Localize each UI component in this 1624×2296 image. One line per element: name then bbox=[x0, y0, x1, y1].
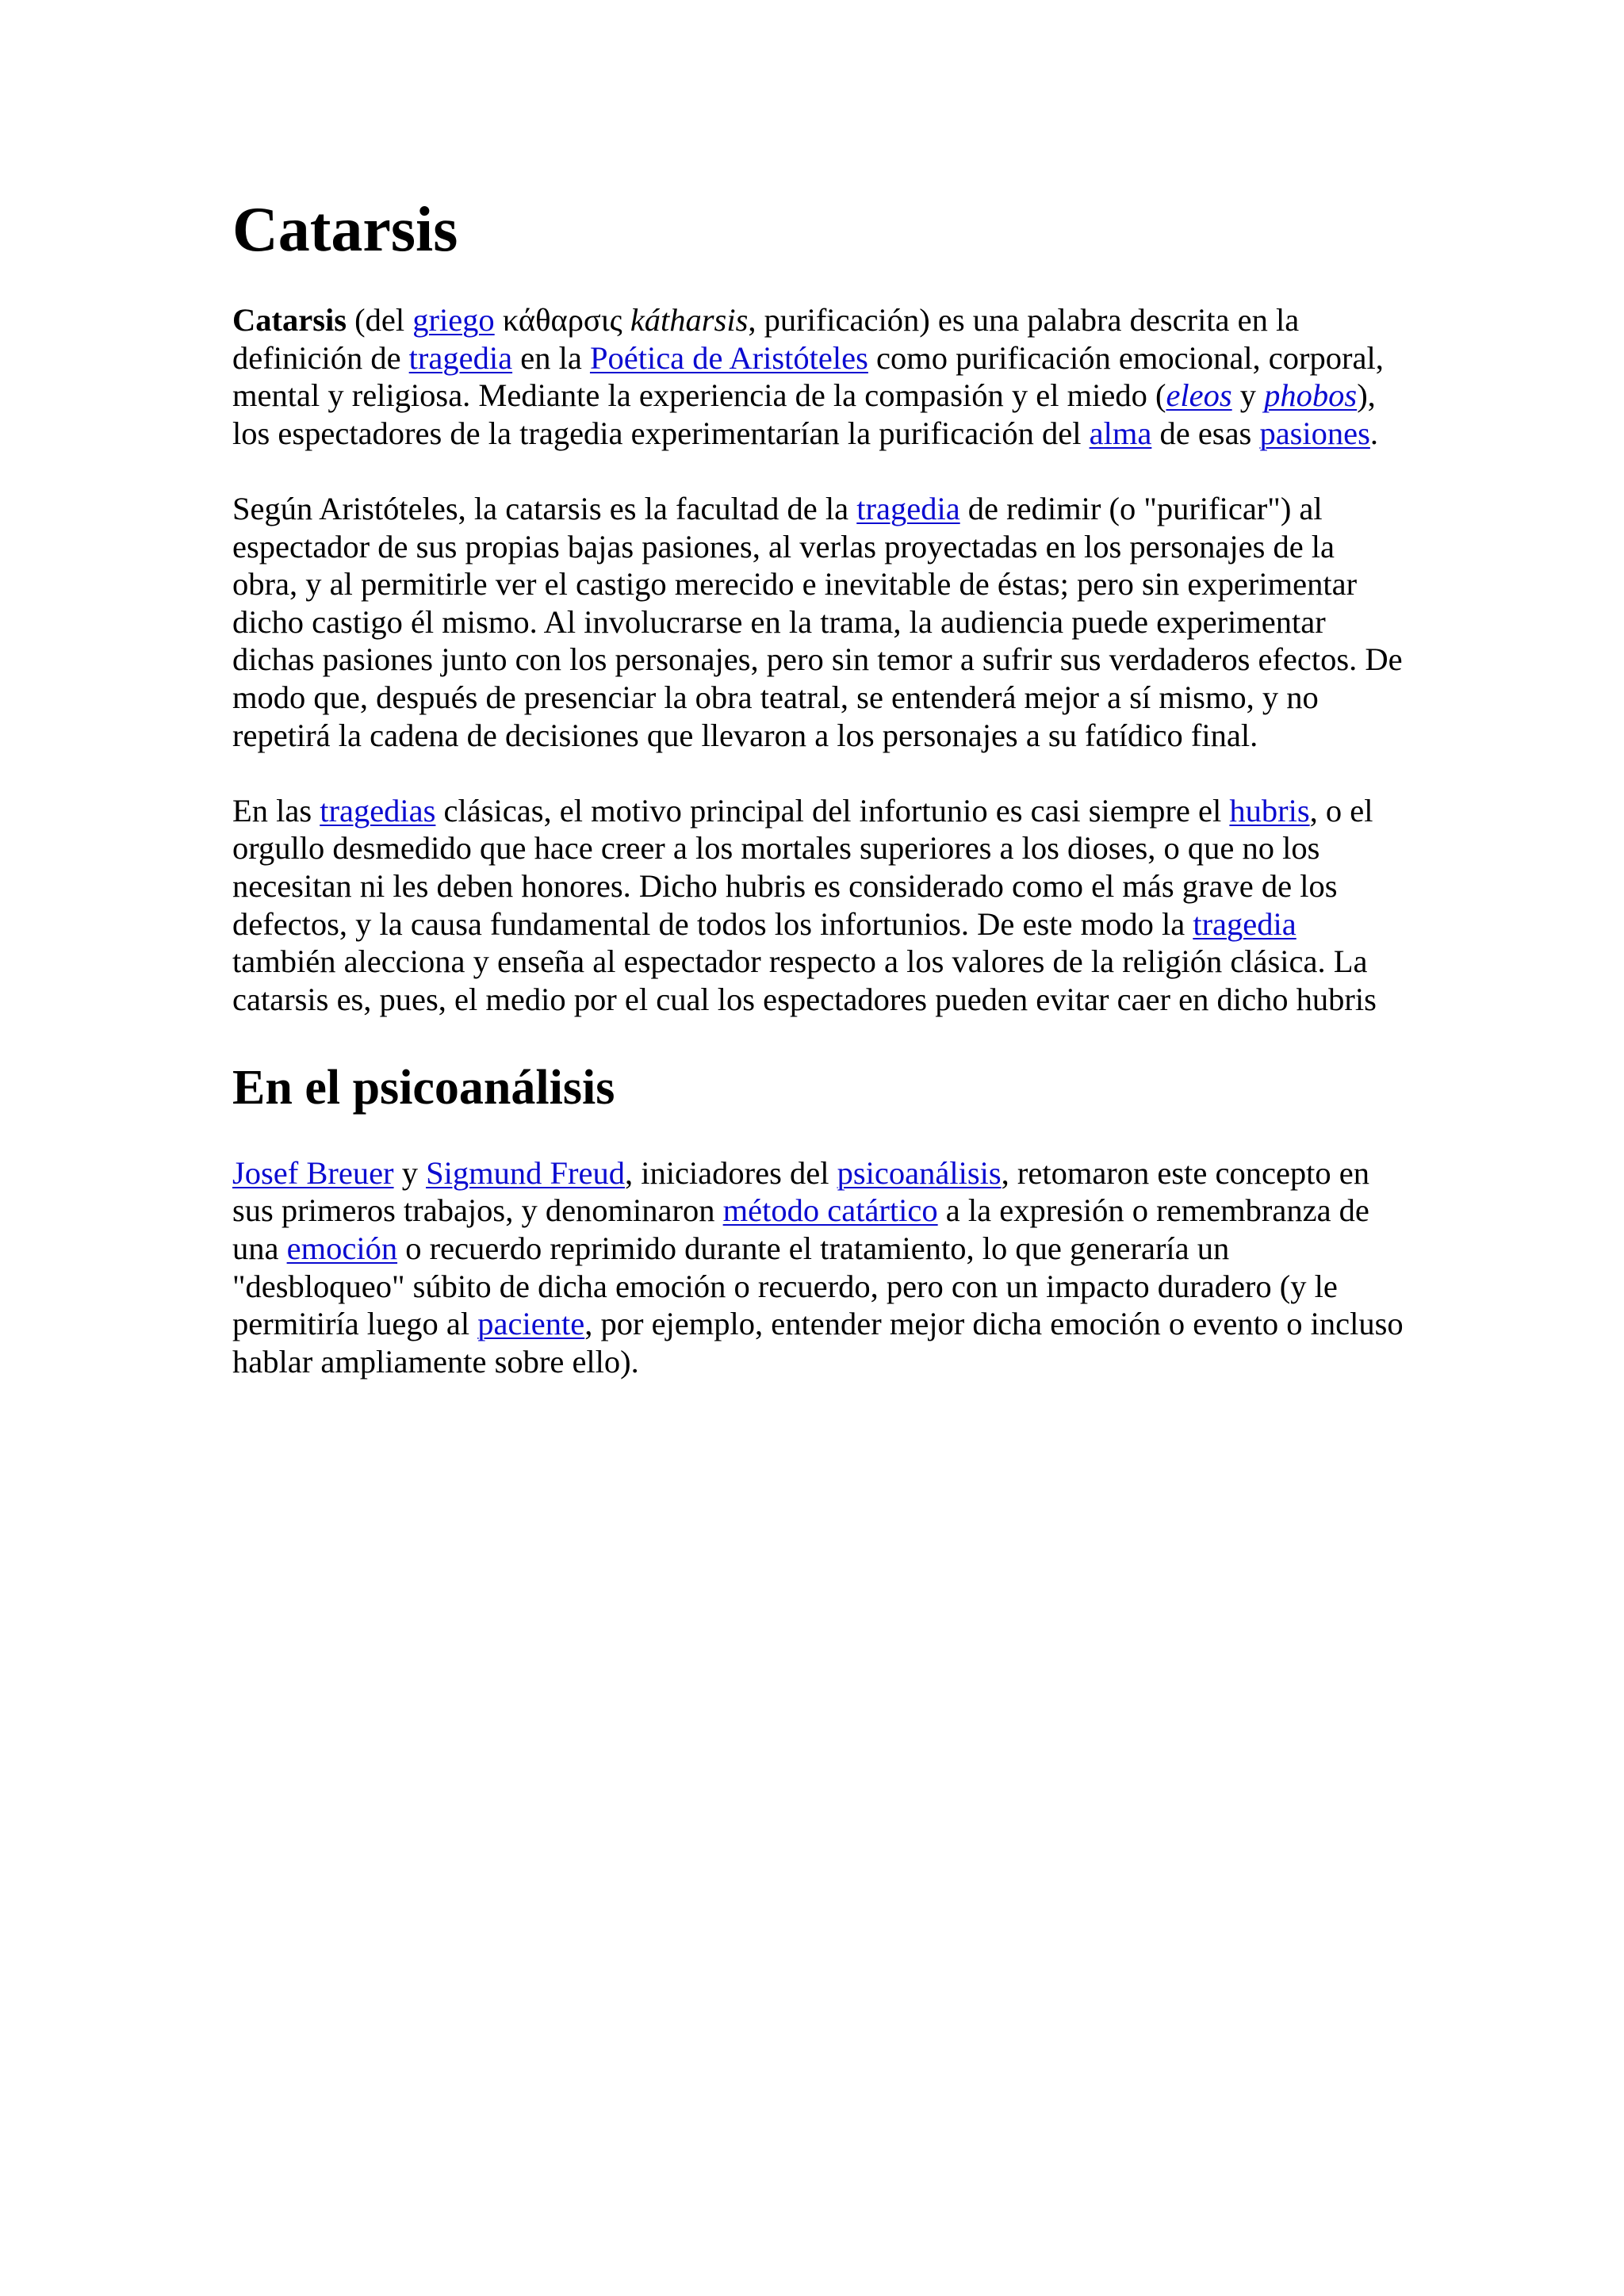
intro-paragraph bbox=[232, 301, 1406, 452]
link-paciente[interactable]: paciente bbox=[477, 1306, 585, 1342]
link-metodo-catartico[interactable]: método catártico bbox=[722, 1192, 938, 1229]
section-heading-psicoanalisis: En el psicoanálisis bbox=[232, 1060, 615, 1115]
intro-text-1: (del bbox=[347, 302, 413, 338]
p3-text-1: En las bbox=[232, 792, 320, 828]
article bbox=[232, 190, 1406, 1418]
intro-transliteration: kátharsis bbox=[630, 302, 749, 338]
link-sigmund-freud[interactable]: Sigmund Freud bbox=[426, 1154, 625, 1191]
intro-text-6: ), los espectadores de la tragedia experimentarían la purificación del bbox=[232, 377, 1376, 451]
s2-text-1: y bbox=[393, 1154, 427, 1191]
intro-greek-word: κάθαρσις bbox=[494, 302, 630, 338]
s2-text-2: , iniciadores del bbox=[624, 1154, 837, 1191]
link-griego[interactable]: griego bbox=[412, 302, 495, 338]
intro-text-5: y bbox=[1231, 377, 1265, 414]
link-hubris[interactable]: hubris bbox=[1229, 792, 1310, 828]
p3-text-4: también alecciona y enseña al espectador respecto a los valores de la religión clásica. La catarsis es, pues, el medio por el cual los espectadores pueden evitar caer en dicho hubris bbox=[232, 943, 1377, 1017]
s2-text-6: , por ejemplo, entender mejor dicha emoción o evento o incluso hablar ampliamente sobre ello). bbox=[232, 1306, 1404, 1380]
paragraph-tragedias bbox=[232, 792, 1406, 1019]
link-eleos[interactable]: eleos bbox=[1166, 377, 1232, 414]
paragraph-psicoanalisis bbox=[232, 1154, 1406, 1381]
link-emocion[interactable]: emoción bbox=[286, 1230, 398, 1267]
p2-text-1: Según Aristóteles, la catarsis es la facultad de la bbox=[232, 490, 857, 526]
intro-text-2: , purificación) es una palabra descrita en la definición de bbox=[232, 302, 1300, 376]
link-tragedias[interactable]: tragedias bbox=[320, 792, 436, 828]
intro-text-4: como purificación emocional, corporal, mental y religiosa. Mediante la experiencia de la compasión y el miedo ( bbox=[232, 339, 1384, 414]
link-tragedia-3[interactable]: tragedia bbox=[1193, 905, 1297, 942]
p3-text-2: clásicas, el motivo principal del infortunio es casi siempre el bbox=[435, 792, 1230, 828]
s2-text-5: o recuerdo reprimido durante el tratamiento, lo que generaría un "desbloqueo" súbito de dicha emoción o recuerdo, pero con un impacto duradero (y le permitiría luego al bbox=[232, 1230, 1338, 1342]
link-tragedia[interactable]: tragedia bbox=[408, 339, 513, 376]
intro-text-3: en la bbox=[512, 339, 590, 376]
link-josef-breuer[interactable]: Josef Breuer bbox=[232, 1154, 394, 1191]
page-title: Catarsis bbox=[232, 195, 458, 265]
intro-text-7: de esas bbox=[1151, 415, 1260, 451]
link-tragedia-2[interactable]: tragedia bbox=[856, 490, 960, 526]
link-pasiones[interactable]: pasiones bbox=[1259, 415, 1370, 451]
intro-text-8: . bbox=[1369, 415, 1379, 451]
intro-term: Catarsis bbox=[232, 302, 347, 338]
p3-text-3: , o el orgullo desmedido que hace creer a los mortales superiores a los dioses, o que no los necesitan ni les deben honores. Dicho hubris es considerado como el más grave de los defectos, y la causa fundamental de todos los infortunios. De este modo la bbox=[232, 792, 1373, 942]
p2-text-2: de redimir (o "purificar") al espectador de sus propias bajas pasiones, al verlas proyectadas en los personajes de la obra, y al permitirle ver el castigo merecido e inevitable de éstas; pero sin experimentar dicho castigo él mismo. Al involucrarse en la trama, la audiencia puede experimentar dichas pasiones junto con los personajes, pero sin temor a sufrir sus verdaderos efectos. De modo que, después de presenciar la obra teatral, se entenderá mejor a sí mismo, y no repetirá la cadena de decisiones que llevaron a los personajes a su fatídico final. bbox=[232, 490, 1403, 753]
s2-text-3: , retomaron este concepto en sus primeros trabajos, y denominaron bbox=[232, 1154, 1370, 1229]
paragraph-aristoteles bbox=[232, 490, 1406, 754]
link-psicoanalisis[interactable]: psicoanálisis bbox=[837, 1154, 1002, 1191]
link-phobos[interactable]: phobos bbox=[1264, 377, 1358, 414]
s2-text-4: a la expresión o remembranza de una bbox=[232, 1192, 1369, 1267]
link-poetica-aristoteles[interactable]: Poética de Aristóteles bbox=[589, 339, 868, 376]
link-alma[interactable]: alma bbox=[1089, 415, 1152, 451]
